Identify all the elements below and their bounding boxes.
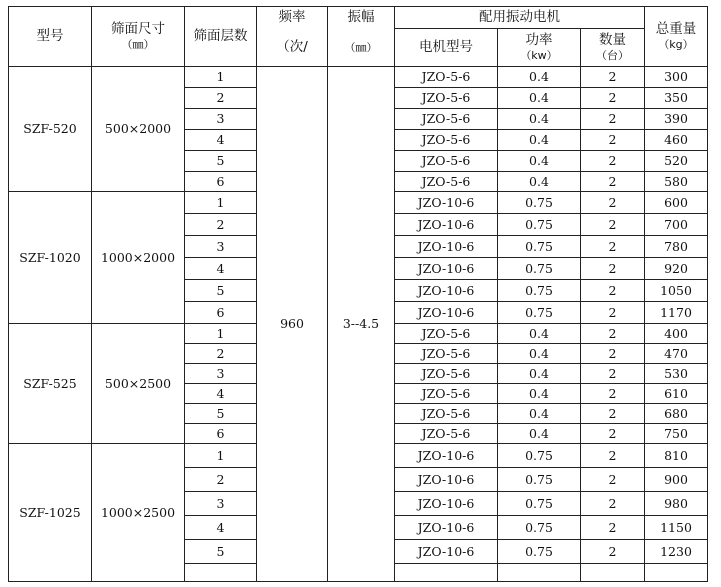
qty-cell: 2	[581, 424, 645, 444]
weight-cell: 580	[645, 172, 708, 192]
power-cell: 0.75	[498, 192, 581, 214]
weight-cell: 390	[645, 109, 708, 130]
motor-model-cell: JZO-10-6	[395, 468, 498, 492]
frequency-cell: 960	[257, 67, 328, 582]
layers-cell: 3	[185, 492, 257, 516]
motor-model-cell: JZO-5-6	[395, 109, 498, 130]
qty-cell: 2	[581, 384, 645, 404]
size-cell: 500×2000	[92, 67, 185, 192]
power-cell: 0.4	[498, 172, 581, 192]
header-amplitude: 振幅 （㎜）	[328, 7, 395, 67]
motor-model-cell: JZO-10-6	[395, 192, 498, 214]
model-cell: SZF-520	[9, 67, 92, 192]
spec-table	[8, 6, 708, 582]
layers-cell: 1	[185, 67, 257, 88]
layers-cell: 5	[185, 404, 257, 424]
motor-model-cell: JZO-10-6	[395, 258, 498, 280]
power-cell: 0.75	[498, 214, 581, 236]
weight-cell: 900	[645, 468, 708, 492]
layers-cell: 1	[185, 444, 257, 468]
layers-cell	[185, 564, 257, 582]
weight-cell: 520	[645, 151, 708, 172]
layers-cell: 6	[185, 302, 257, 324]
layers-cell: 6	[185, 172, 257, 192]
qty-cell: 2	[581, 151, 645, 172]
model-cell: SZF-1025	[9, 444, 92, 582]
qty-cell: 2	[581, 444, 645, 468]
power-cell: 0.75	[498, 302, 581, 324]
power-cell: 0.4	[498, 109, 581, 130]
motor-model-cell	[395, 564, 498, 582]
weight-cell	[645, 564, 708, 582]
qty-cell: 2	[581, 130, 645, 151]
weight-cell: 600	[645, 192, 708, 214]
motor-model-cell: JZO-10-6	[395, 516, 498, 540]
power-cell: 0.75	[498, 236, 581, 258]
motor-model-cell: JZO-5-6	[395, 424, 498, 444]
table-row	[9, 67, 708, 88]
qty-cell: 2	[581, 492, 645, 516]
motor-model-cell: JZO-5-6	[395, 364, 498, 384]
header-frequency: 频率 （次/	[257, 7, 328, 67]
power-cell: 0.4	[498, 424, 581, 444]
power-cell: 0.75	[498, 444, 581, 468]
motor-model-cell: JZO-5-6	[395, 344, 498, 364]
qty-cell: 2	[581, 280, 645, 302]
motor-model-cell: JZO-5-6	[395, 151, 498, 172]
header-model: 型号	[9, 7, 92, 67]
header-layers: 筛面层数	[185, 7, 257, 67]
layers-cell: 2	[185, 214, 257, 236]
weight-cell: 780	[645, 236, 708, 258]
power-cell: 0.4	[498, 88, 581, 109]
power-cell: 0.75	[498, 258, 581, 280]
model-cell: SZF-525	[9, 324, 92, 444]
power-cell: 0.75	[498, 516, 581, 540]
layers-cell: 1	[185, 324, 257, 344]
layers-cell: 4	[185, 130, 257, 151]
qty-cell: 2	[581, 344, 645, 364]
layers-cell: 5	[185, 540, 257, 564]
motor-model-cell: JZO-5-6	[395, 130, 498, 151]
header-size: 筛面尺寸 （㎜）	[92, 7, 185, 67]
power-cell: 0.4	[498, 324, 581, 344]
qty-cell: 2	[581, 88, 645, 109]
layers-cell: 4	[185, 258, 257, 280]
header-motor-group: 配用振动电机	[395, 7, 645, 29]
layers-cell: 3	[185, 109, 257, 130]
layers-cell: 2	[185, 468, 257, 492]
power-cell: 0.4	[498, 384, 581, 404]
power-cell: 0.4	[498, 67, 581, 88]
weight-cell: 610	[645, 384, 708, 404]
power-cell: 0.4	[498, 151, 581, 172]
layers-cell: 6	[185, 424, 257, 444]
power-cell: 0.4	[498, 130, 581, 151]
layers-cell: 4	[185, 384, 257, 404]
weight-cell: 750	[645, 424, 708, 444]
power-cell: 0.75	[498, 540, 581, 564]
layers-cell: 2	[185, 344, 257, 364]
power-cell: 0.75	[498, 468, 581, 492]
qty-cell: 2	[581, 468, 645, 492]
model-cell: SZF-1020	[9, 192, 92, 324]
header-weight: 总重量 （kg）	[645, 7, 708, 67]
layers-cell: 3	[185, 236, 257, 258]
qty-cell: 2	[581, 302, 645, 324]
table-body	[9, 67, 708, 582]
motor-model-cell: JZO-10-6	[395, 280, 498, 302]
motor-model-cell: JZO-10-6	[395, 214, 498, 236]
weight-cell: 460	[645, 130, 708, 151]
amplitude-cell: 3--4.5	[328, 67, 395, 582]
qty-cell: 2	[581, 236, 645, 258]
motor-model-cell: JZO-5-6	[395, 404, 498, 424]
motor-model-cell: JZO-10-6	[395, 444, 498, 468]
power-cell: 0.75	[498, 492, 581, 516]
motor-model-cell: JZO-10-6	[395, 492, 498, 516]
motor-model-cell: JZO-10-6	[395, 236, 498, 258]
weight-cell: 680	[645, 404, 708, 424]
qty-cell: 2	[581, 192, 645, 214]
weight-cell: 1170	[645, 302, 708, 324]
qty-cell: 2	[581, 540, 645, 564]
weight-cell: 920	[645, 258, 708, 280]
layers-cell: 5	[185, 151, 257, 172]
motor-model-cell: JZO-5-6	[395, 88, 498, 109]
layers-cell: 2	[185, 88, 257, 109]
weight-cell: 470	[645, 344, 708, 364]
weight-cell: 530	[645, 364, 708, 384]
layers-cell: 5	[185, 280, 257, 302]
power-cell: 0.4	[498, 404, 581, 424]
size-cell: 1000×2500	[92, 444, 185, 582]
header-qty: 数量 （台）	[581, 29, 645, 67]
power-cell: 0.75	[498, 280, 581, 302]
qty-cell: 2	[581, 404, 645, 424]
qty-cell: 2	[581, 324, 645, 344]
weight-cell: 350	[645, 88, 708, 109]
qty-cell: 2	[581, 109, 645, 130]
qty-cell: 2	[581, 516, 645, 540]
weight-cell: 810	[645, 444, 708, 468]
power-cell: 0.4	[498, 344, 581, 364]
size-cell: 1000×2000	[92, 192, 185, 324]
qty-cell: 2	[581, 214, 645, 236]
motor-model-cell: JZO-5-6	[395, 324, 498, 344]
weight-cell: 300	[645, 67, 708, 88]
motor-model-cell: JZO-10-6	[395, 540, 498, 564]
weight-cell: 1050	[645, 280, 708, 302]
motor-model-cell: JZO-5-6	[395, 384, 498, 404]
header-motor-model: 电机型号	[395, 29, 498, 67]
header-power: 功率 （kw）	[498, 29, 581, 67]
weight-cell: 1150	[645, 516, 708, 540]
qty-cell: 2	[581, 364, 645, 384]
layers-cell: 1	[185, 192, 257, 214]
power-cell: 0.4	[498, 364, 581, 384]
motor-model-cell: JZO-5-6	[395, 172, 498, 192]
motor-model-cell: JZO-10-6	[395, 302, 498, 324]
power-cell	[498, 564, 581, 582]
qty-cell: 2	[581, 67, 645, 88]
qty-cell: 2	[581, 258, 645, 280]
weight-cell: 400	[645, 324, 708, 344]
qty-cell	[581, 564, 645, 582]
layers-cell: 4	[185, 516, 257, 540]
layers-cell: 3	[185, 364, 257, 384]
weight-cell: 1230	[645, 540, 708, 564]
motor-model-cell: JZO-5-6	[395, 67, 498, 88]
size-cell: 500×2500	[92, 324, 185, 444]
qty-cell: 2	[581, 172, 645, 192]
weight-cell: 700	[645, 214, 708, 236]
weight-cell: 980	[645, 492, 708, 516]
